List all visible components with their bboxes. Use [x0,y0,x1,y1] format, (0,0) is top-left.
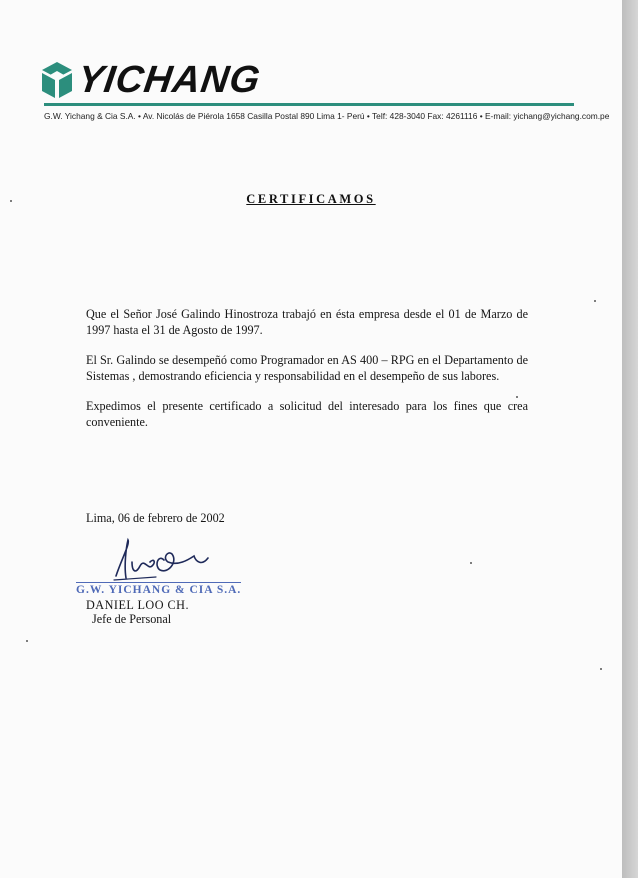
paper-speck [600,668,602,670]
paper-speck [594,300,596,302]
signer-name: DANIEL LOO CH. [86,598,190,612]
signer-title: Jefe de Personal [92,612,172,626]
brand-name: YICHANG [75,59,264,101]
paper-speck [470,562,472,564]
paragraph-role: El Sr. Galindo se desempeñó como Programador en AS 400 – RPG en el Departamento de Sistemas , demostrando eficiencia y responsabilidad en el desempeño de sus labores. [86,353,528,383]
certificate-heading-text: CERTIFICAMOS [246,192,376,206]
handwritten-signature-icon [108,536,218,586]
yichang-cube-logo-icon [40,60,74,102]
paper-speck [10,200,12,202]
scan-edge [622,0,638,878]
letterhead-rule [44,103,574,106]
paragraph-issuance: Expedimos el presente certificado a solicitud del interesado para los fines que crea conveniente. [86,399,528,429]
letterhead-address: G.W. Yichang & Cia S.A. • Av. Nicolás de Piérola 1658 Casilla Postal 890 Lima 1- Perú • Telf: 428-3040 Fax: 4261116 • E-mail: yichang@yichang.com.pe [44,111,610,121]
certificate-body [86,306,528,444]
paragraph-employment: Que el Señor José Galindo Hinostroza trabajó en ésta empresa desde el 01 de Marzo de 1997 hasta el 31 de Agosto de 1997. [86,307,528,337]
paper-speck [26,640,28,642]
certificate-heading [0,192,622,207]
company-stamp: G.W. YICHANG & CIA S.A. [76,584,242,596]
paper-speck [516,396,518,398]
place-date: Lima, 06 de febrero de 2002 [86,511,225,525]
